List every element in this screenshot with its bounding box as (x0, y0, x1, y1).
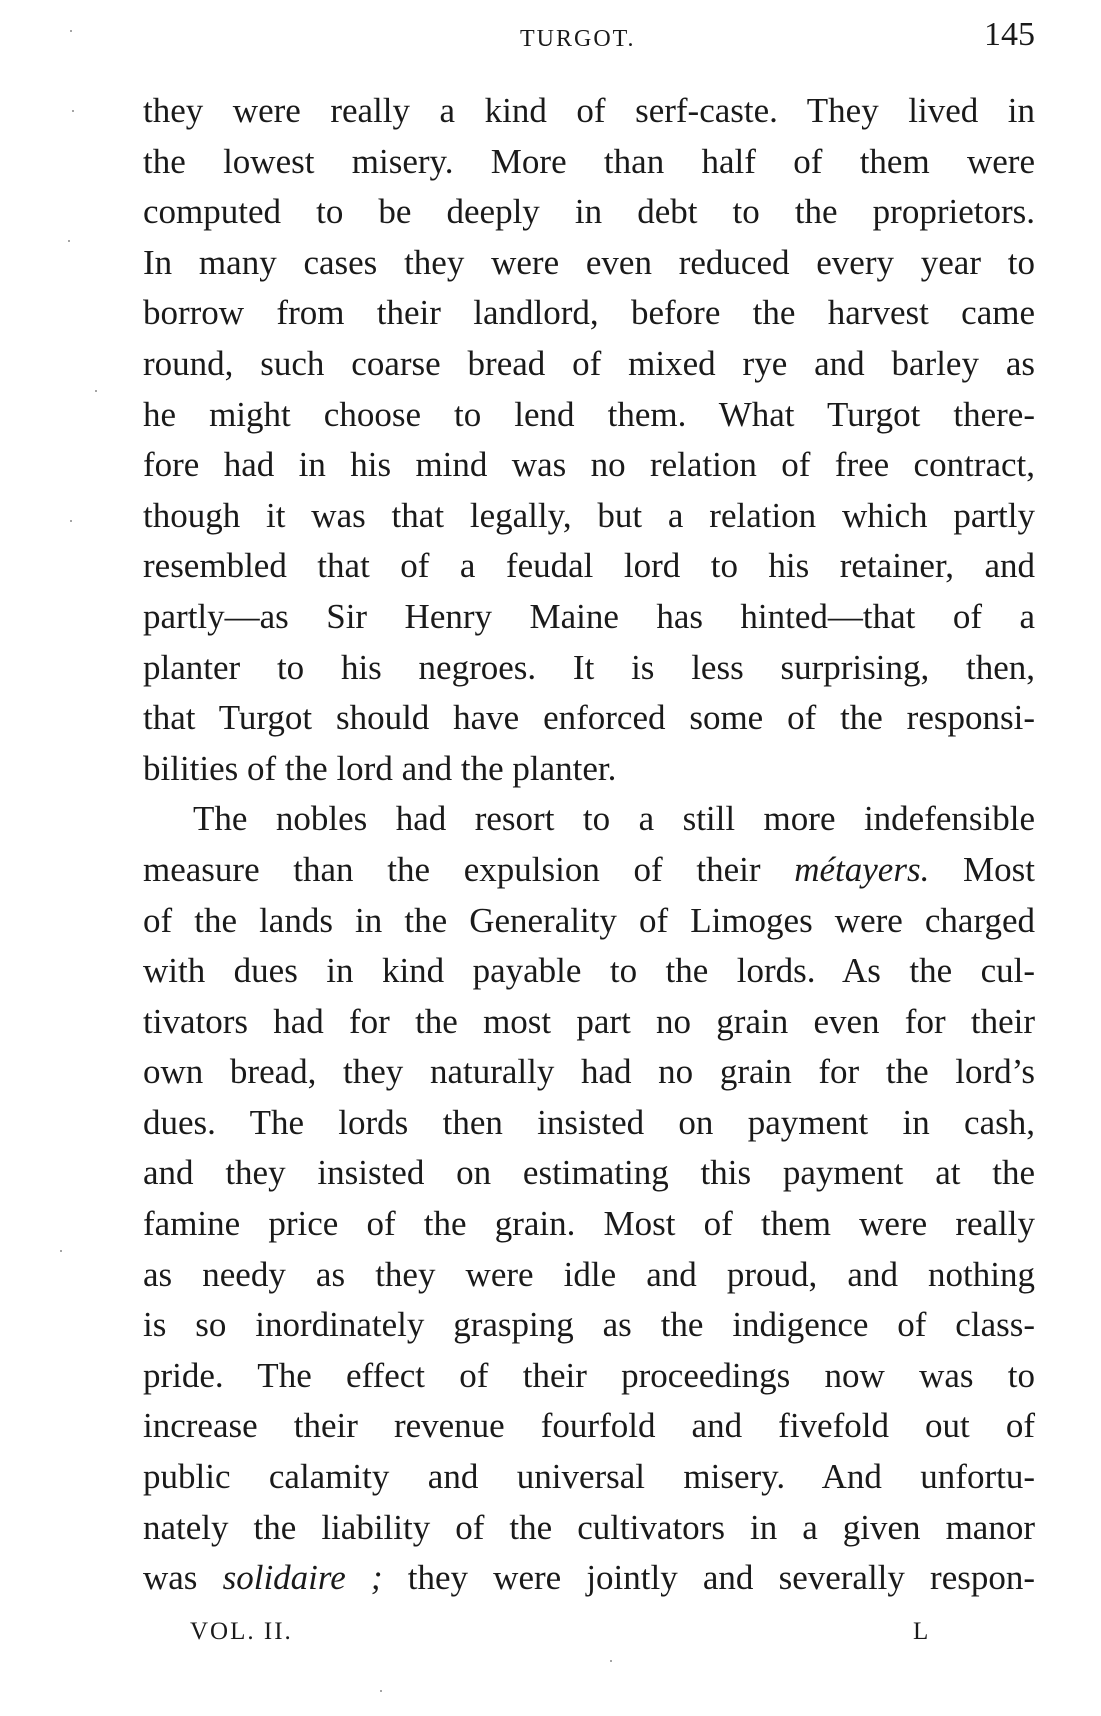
text-line: that Turgot should have enforced some of the responsi- (143, 698, 1035, 738)
text-line: own bread, they naturally had no grain for the lord’s (143, 1052, 1035, 1092)
text-line: and they insisted on estimating this payment at the (143, 1153, 1035, 1193)
text-line: they were really a kind of serf-caste. They lived in (143, 91, 1035, 130)
text-line: bilities of the lord and the planter. (143, 748, 617, 788)
running-title: TURGOT. (520, 26, 636, 52)
text-line: increase their revenue fourfold and fivefold out of (143, 1406, 1035, 1446)
scan-speck (68, 240, 70, 242)
gathering-letter: L (913, 1618, 929, 1645)
text-line: nately the liability of the cultivators in a given manor (143, 1507, 1035, 1547)
paragraph-2 (143, 794, 1035, 1604)
text-line: partly—as Sir Henry Maine has hinted—that of a (143, 596, 1035, 636)
text-run: measure than the expulsion of their (143, 849, 761, 889)
paragraph-1 (143, 86, 1035, 794)
running-head (0, 14, 1101, 58)
text-line: The nobles had resort to a still more indefensible (193, 799, 1035, 839)
text-line (143, 845, 1035, 896)
scan-speck (60, 1250, 62, 1252)
scan-speck (70, 520, 72, 522)
text-line: computed to be deeply in debt to the proprietors. (143, 192, 1035, 232)
text-line: pride. The effect of their proceedings now was to (143, 1355, 1035, 1395)
scan-speck (610, 1660, 612, 1662)
text-run: they were jointly and severally respon- (407, 1558, 1036, 1598)
scan-speck (95, 390, 97, 392)
text-line: tivators had for the most part no grain even for their (143, 1001, 1035, 1041)
italic-term: solidaire ; (222, 1558, 383, 1598)
text-line: dues. The lords then insisted on payment in cash, (143, 1102, 1035, 1142)
text-run: was (143, 1558, 198, 1598)
text-line: though it was that legally, but a relation which partly (143, 495, 1035, 535)
text-line: fore had in his mind was no relation of free contract, (143, 445, 1035, 485)
page-number: 145 (984, 16, 1035, 53)
text-line: planter to his negroes. It is less surprising, then, (143, 647, 1035, 687)
text-line: resembled that of a feudal lord to his retainer, and (143, 546, 1035, 586)
scan-speck (72, 110, 74, 112)
text-line: with dues in kind payable to the lords. As the cul- (143, 951, 1035, 991)
text-line: round, such coarse bread of mixed rye and barley as (143, 343, 1035, 383)
scan-speck (380, 1690, 382, 1692)
text-line: as needy as they were idle and proud, and nothing (143, 1254, 1035, 1294)
body-text (143, 86, 1035, 1604)
text-line: In many cases they were even reduced every year to (143, 242, 1035, 282)
text-line: public calamity and universal misery. And unfortu- (143, 1457, 1035, 1497)
page-footer (0, 1618, 1101, 1658)
text-line (143, 1553, 1035, 1604)
text-line: he might choose to lend them. What Turgot there- (143, 394, 1035, 434)
text-line: the lowest misery. More than half of them were (143, 141, 1035, 181)
text-line: is so inordinately grasping as the indigence of class- (143, 1305, 1035, 1345)
text-line: famine price of the grain. Most of them were really (143, 1204, 1035, 1244)
text-run: Most (963, 849, 1035, 889)
scan-speck (70, 30, 72, 32)
volume-signature: VOL. II. (190, 1618, 293, 1645)
text-line: of the lands in the Generality of Limoges were charged (143, 900, 1035, 940)
italic-term: métayers. (794, 849, 930, 889)
text-line: borrow from their landlord, before the harvest came (143, 293, 1035, 333)
